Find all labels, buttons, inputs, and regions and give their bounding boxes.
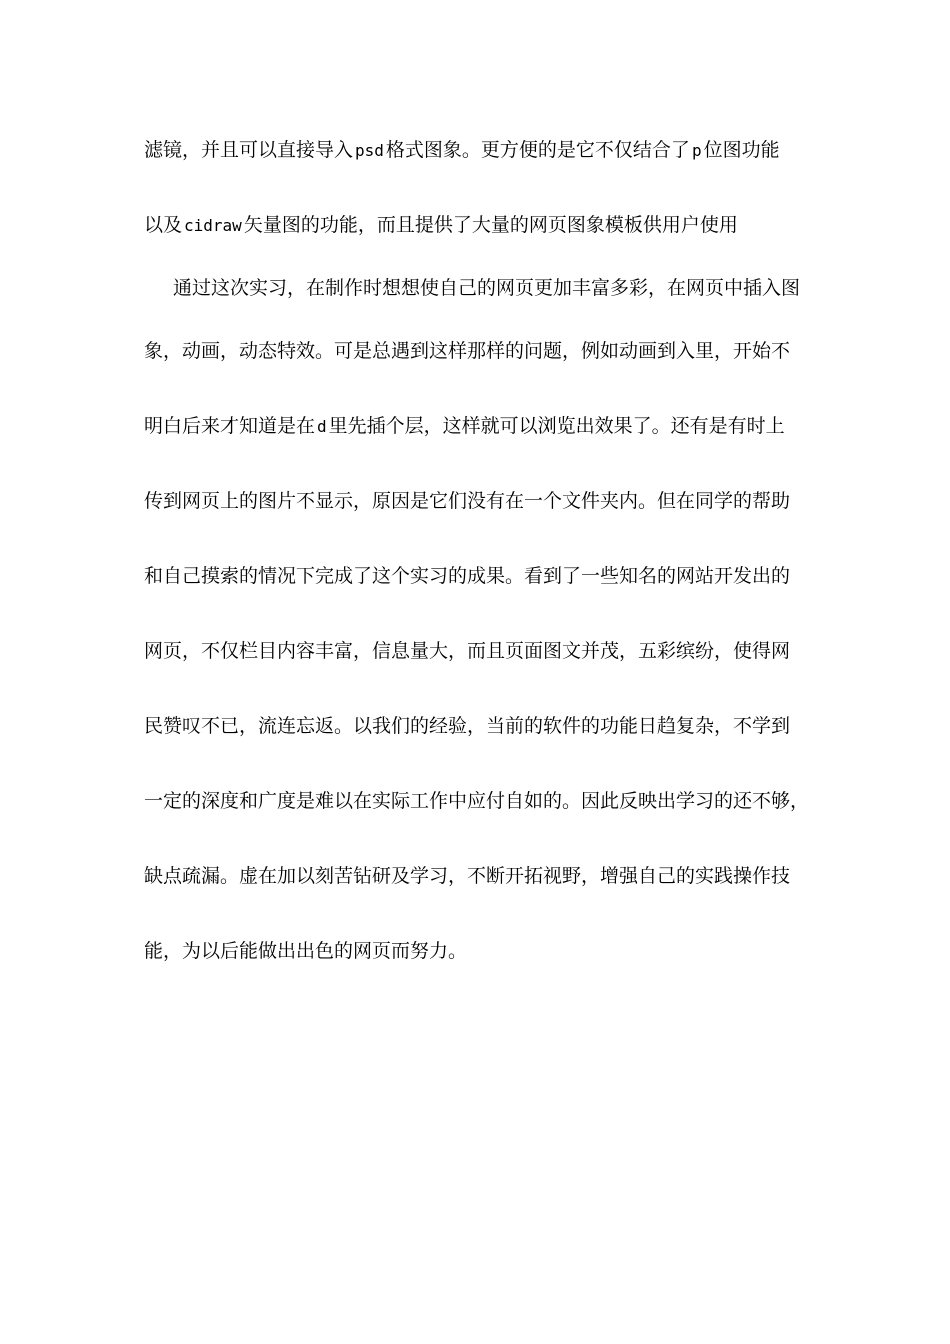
text-line (144, 931, 824, 1006)
text-run: 矢量图的功能，而且提供了大量的网页图象模板供用户使用 (243, 214, 738, 236)
text-run: 一定的深度和广度是难以在实际工作中应付自如的。因此反映出学习的还不够， (144, 790, 810, 812)
inline-code: p (691, 141, 702, 160)
text-run: 民赞叹不已，流连忘返。以我们的经验，当前的软件的功能日趋复杂，不学到 (144, 715, 791, 737)
text-line (144, 406, 824, 481)
text-line (144, 130, 824, 205)
body-text (144, 130, 824, 1006)
text-line (144, 331, 824, 406)
text-run: 滤镜，并且可以直接导入 (144, 139, 354, 161)
text-run: 网页，不仅栏目内容丰富，信息量大，而且页面图文并茂，五彩缤纷，使得网 (144, 640, 791, 662)
text-run: 传到网页上的图片不显示，原因是它们没有在一个文件夹内。但在同学的帮助 (144, 490, 791, 512)
inline-code: psd (355, 141, 384, 160)
text-run: 能，为以后能做出出色的网页而努力。 (144, 940, 468, 962)
text-run: 和自己摸索的情况下完成了这个实习的成果。看到了一些知名的网站开发出的 (144, 565, 791, 587)
text-run: 象，动画，动态特效。可是总遇到这样那样的问题，例如动画到入里，开始不 (144, 340, 791, 362)
inline-code: d (317, 417, 327, 436)
text-line (144, 781, 824, 856)
text-run: 位图功能 (703, 139, 780, 161)
text-run: 以及 (144, 214, 183, 236)
text-run: 明白后来才知道是在 (144, 415, 316, 437)
text-run: 缺点疏漏。虚在加以刻苦钻研及学习，不断开拓视野，增强自己的实践操作技 (144, 865, 791, 887)
text-line (144, 481, 824, 556)
text-line (144, 706, 824, 781)
text-line (144, 556, 824, 631)
text-line (144, 631, 824, 706)
inline-code: cidraw (184, 216, 242, 235)
text-run: 格式图象。更方便的是它不仅结合了 (385, 139, 690, 161)
text-run: 通过这次实习，在制作时想想使自己的网页更加丰富多彩，在网页中插入图 (173, 277, 801, 299)
paragraph-start-line (144, 268, 824, 331)
text-line (144, 856, 824, 931)
text-run: 里先插个层，这样就可以浏览出效果了。还有是有时上 (328, 415, 785, 437)
